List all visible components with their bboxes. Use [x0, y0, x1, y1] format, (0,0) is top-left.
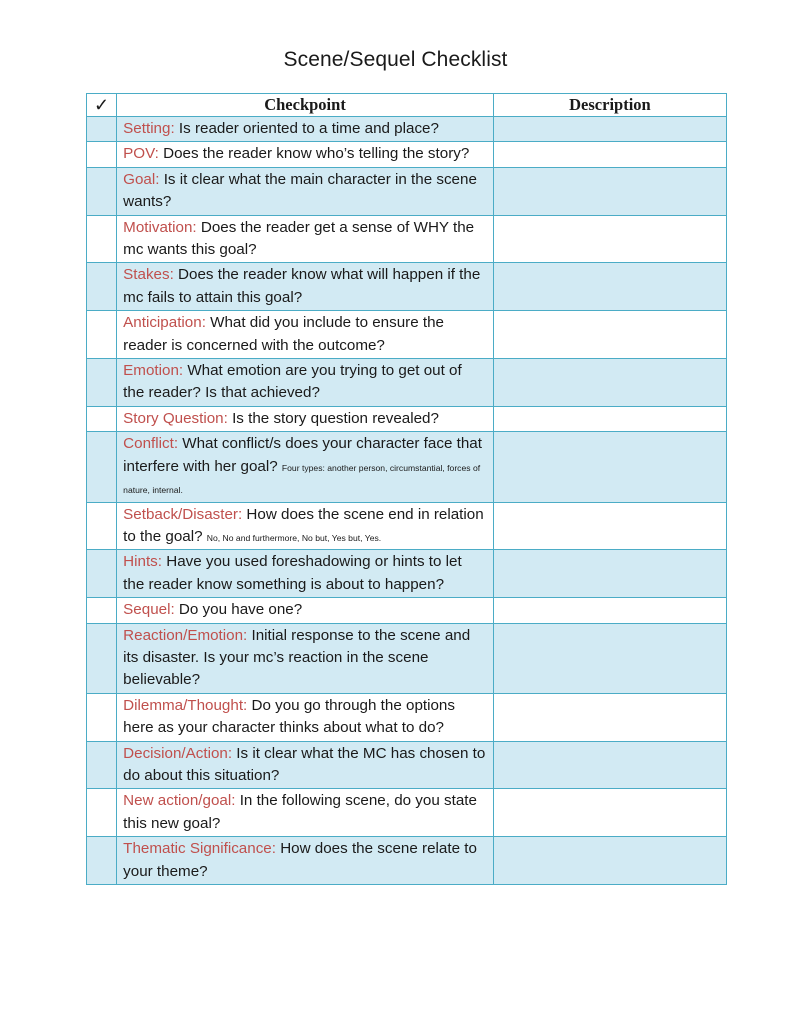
table-row — [87, 117, 727, 142]
table-row — [87, 432, 727, 502]
checkpoint-cell — [117, 117, 494, 142]
check-cell[interactable] — [87, 117, 117, 142]
table-header-row — [87, 94, 727, 117]
checkpoint-question: How does the scene end in relation to the goal? — [123, 505, 484, 545]
table-row — [87, 311, 727, 359]
description-cell[interactable] — [493, 359, 726, 407]
checkpoint-term: Hints: — [123, 553, 162, 571]
checkpoint-cell — [117, 167, 494, 215]
checkpoint-question: Do you go through the options here as your character thinks about what to do? — [123, 696, 455, 737]
description-cell[interactable] — [493, 432, 726, 502]
description-cell[interactable] — [493, 741, 726, 789]
page-title: Scene/Sequel Checklist — [283, 48, 508, 71]
checkpoint-question: Is it clear what the MC has chosen to do about this situation? — [123, 744, 486, 784]
description-cell[interactable] — [493, 406, 726, 431]
description-cell[interactable] — [493, 215, 726, 263]
check-cell[interactable] — [87, 215, 117, 263]
table-row — [87, 789, 727, 837]
checkpoint-term: Motivation: — [123, 218, 197, 236]
description-cell[interactable] — [493, 598, 726, 623]
check-cell[interactable] — [87, 693, 117, 741]
table-row — [87, 693, 727, 741]
check-cell[interactable] — [87, 741, 117, 789]
checkpoint-term: Thematic Significance: — [123, 840, 276, 858]
table-row — [87, 167, 727, 215]
checkpoint-term: Dilemma/Thought: — [123, 696, 248, 714]
checkpoint-question: Does the reader get a sense of WHY the mc wants this goal? — [123, 218, 475, 259]
checkpoint-term: Emotion: — [123, 362, 184, 380]
check-cell[interactable] — [87, 432, 117, 502]
checkpoint-question: Is it clear what the main character in the scene wants? — [123, 170, 477, 211]
table-row — [87, 406, 727, 431]
checkpoint-term: Story Question: — [123, 409, 228, 427]
checkpoint-question: Does the reader know what will happen if the mc fails to attain this goal? — [123, 266, 481, 306]
checkpoint-term: Setback/Disaster: — [123, 505, 243, 523]
description-cell[interactable] — [493, 142, 726, 167]
checkpoint-question: What emotion are you trying to get out of the reader? Is that achieved? — [123, 362, 462, 402]
check-cell[interactable] — [87, 359, 117, 407]
checkpoint-cell — [117, 598, 494, 623]
checkpoint-question: How does the scene relate to your theme? — [123, 840, 477, 880]
table-row — [87, 550, 727, 598]
checkpoint-cell — [117, 623, 494, 693]
description-column-header: Description — [493, 94, 726, 117]
description-cell[interactable] — [493, 693, 726, 741]
description-cell[interactable] — [493, 789, 726, 837]
checkpoint-question: In the following scene, do you state this new goal? — [123, 792, 477, 832]
check-cell[interactable] — [87, 837, 117, 885]
checkpoint-cell — [117, 550, 494, 598]
description-cell[interactable] — [493, 623, 726, 693]
checkpoint-question: Have you used foreshadowing or hints to let the reader know something is about to happen? — [123, 553, 462, 593]
checkpoint-cell — [117, 502, 494, 550]
check-cell[interactable] — [87, 142, 117, 167]
check-cell[interactable] — [87, 550, 117, 598]
check-column-header: ✓ — [87, 94, 117, 117]
checkpoint-cell — [117, 789, 494, 837]
check-cell[interactable] — [87, 623, 117, 693]
checkpoint-note: Four types: another person, circumstantial, forces of nature, internal. — [123, 462, 481, 496]
check-cell[interactable] — [87, 263, 117, 311]
checkpoint-term: Anticipation: — [123, 314, 206, 332]
table-row — [87, 598, 727, 623]
check-cell[interactable] — [87, 406, 117, 431]
checkpoint-term: Sequel: — [123, 601, 175, 619]
checkpoint-question: Does the reader know who’s telling the story? — [158, 145, 470, 163]
checkpoint-question: Is the story question revealed? — [227, 409, 439, 427]
checkpoint-question: Do you have one? — [174, 601, 303, 619]
description-cell[interactable] — [493, 117, 726, 142]
checkpoint-question: What did you include to ensure the reader is concerned with the outcome? — [123, 314, 445, 354]
table-row — [87, 263, 727, 311]
check-cell[interactable] — [87, 167, 117, 215]
description-cell[interactable] — [493, 502, 726, 550]
checkpoint-cell — [117, 741, 494, 789]
checkpoint-cell — [117, 406, 494, 431]
checkpoint-cell — [117, 432, 494, 502]
checkpoint-cell — [117, 837, 494, 885]
checkpoint-term: New action/goal: — [123, 792, 236, 810]
checkpoint-term: POV: — [123, 145, 159, 163]
checkpoint-term: Conflict: — [123, 435, 179, 453]
checkpoint-question: Is reader oriented to a time and place? — [174, 120, 439, 137]
table-row — [87, 741, 727, 789]
description-cell[interactable] — [493, 263, 726, 311]
checkpoint-term: Decision/Action: — [123, 744, 233, 762]
checkpoint-question: Initial response to the scene and its disaster. Is your mc’s reaction in the scene believable? — [123, 626, 471, 689]
checkpoint-term: Stakes: — [123, 266, 174, 284]
table-row — [87, 142, 727, 167]
checkpoint-cell — [117, 693, 494, 741]
check-cell[interactable] — [87, 789, 117, 837]
checklist-table — [86, 93, 727, 885]
checkpoint-cell — [117, 311, 494, 359]
description-cell[interactable] — [493, 311, 726, 359]
checkpoint-question: What conflict/s does your character face that interfere with her goal? — [123, 435, 482, 475]
checkpoint-cell — [117, 359, 494, 407]
checklist-body — [87, 117, 727, 885]
check-cell[interactable] — [87, 502, 117, 550]
checkpoint-cell — [117, 142, 494, 167]
table-row — [87, 359, 727, 407]
table-row — [87, 215, 727, 263]
description-cell[interactable] — [493, 837, 726, 885]
checkpoint-term: Reaction/Emotion: — [123, 626, 248, 644]
checkpoint-column-header: Checkpoint — [117, 94, 494, 117]
checkpoint-cell — [117, 215, 494, 263]
table-row — [87, 837, 727, 885]
checkpoint-term: Setting: — [123, 120, 175, 137]
checkpoint-note: No, No and furthermore, No but, Yes but, Yes. — [206, 532, 382, 543]
checkpoint-term: Goal: — [123, 170, 160, 188]
table-row — [87, 502, 727, 550]
checkpoint-cell — [117, 263, 494, 311]
check-cell[interactable] — [87, 311, 117, 359]
description-cell[interactable] — [493, 550, 726, 598]
check-cell[interactable] — [87, 598, 117, 623]
description-cell[interactable] — [493, 167, 726, 215]
table-row — [87, 623, 727, 693]
